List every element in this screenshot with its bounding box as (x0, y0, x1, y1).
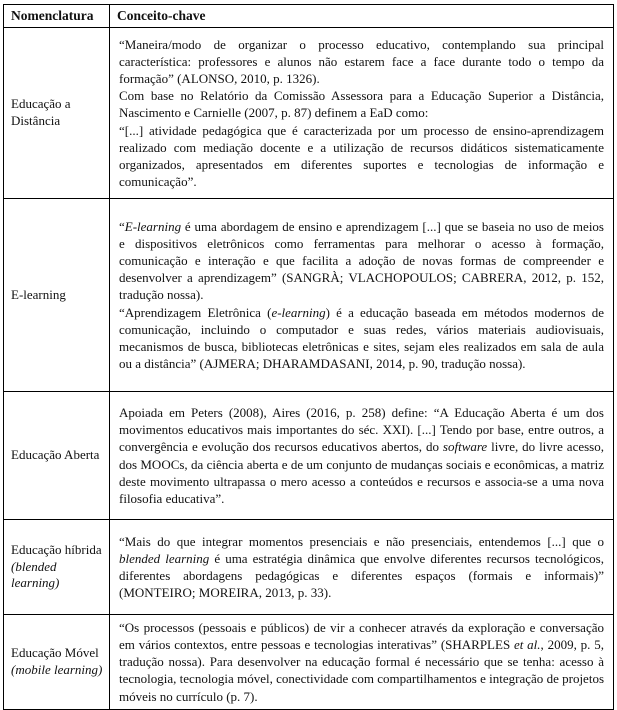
text-run: livre, do livre acesso, dos MOOCs, da ciência aberta e de um conjunto de mudanças sociais e econômicas, a matriz deste movimento ultrapassa o mero acesso a conteúdos e recursos e associa-se a uma nova filosofia educativa”. (119, 439, 604, 506)
text-run: “Mais do que integrar momentos presenciais e não presenciais, entendemos [...] que o (119, 533, 604, 549)
text-run: “Maneira/modo de organizar o processo educativo, contemplando sua principal característica: professores e alunos não estarem face a face durante todo o tempo da formação” (ALONSO, 2010, p. 1326). (119, 36, 604, 87)
italic-text-run: software (442, 439, 488, 455)
concept-paragraph (119, 218, 604, 304)
term-cell (4, 520, 110, 615)
italic-text-run: (blended learning) (11, 558, 60, 591)
header-nomenclatura: Nomenclatura (4, 5, 110, 28)
concept-paragraph (119, 87, 604, 121)
text-run: , 2009, p. 5, tradução nossa). Para desenvolver na educação formal é necessário que se tenha: acesso à tecnologia, tecnologia móvel, conectividade com compartilhamentos e integração de projetos móveis no currículo (p. 7). (119, 637, 604, 704)
concept-cell (110, 392, 614, 520)
table-row (4, 28, 614, 199)
text-run: ) é a educação baseada em métodos modernos de comunicação, incluindo o computador e suas redes, vários materiais audiovisuais, mecanismos de busca, bibliotecas eletrônicas e sites, sejam eles realizados em sala de aula ou a distância” (AJMERA; DHARAMDASANI, 2014, p. 90, tradução nossa). (119, 304, 604, 372)
table-row (4, 615, 614, 710)
concept-paragraph (119, 36, 604, 87)
table-row (4, 520, 614, 615)
table-row (4, 199, 614, 392)
text-run: Educação híbrida (11, 541, 102, 557)
concept-paragraph (119, 304, 604, 373)
text-run: E-learning (11, 286, 66, 302)
text-run: “Aprendizagem Eletrônica ( (119, 304, 272, 320)
concept-cell (110, 28, 614, 199)
concept-cell (110, 615, 614, 710)
italic-text-run: (mobile learning) (11, 661, 103, 677)
term-cell (4, 199, 110, 392)
italic-text-run: blended learning (119, 550, 210, 566)
text-run: “[...] atividade pedagógica que é caracterizada por um processo de ensino-aprendizagem realizado com mediação docente e a utilização de recursos didáticos sistematicamente organizados, apresentados em diferentes suportes e tecnologias de informação e comunicação”. (119, 122, 604, 190)
table-row (4, 392, 614, 520)
text-run: “ (119, 218, 125, 234)
terminology-table (3, 4, 614, 710)
header-conceito-chave: Conceito-chave (110, 5, 614, 28)
text-run: é uma abordagem de ensino e aprendizagem [...] que se baseia no uso de meios e dispositivos eletrônicos como ferramentas para melhorar o acesso à formação, comunicação e interação e que facilita a adoção de novas formas de compreender e desenvolver a aprendizagem” (SANGRÀ; VLACHOPOULOS; CABRERA, 2012, p. 152, tradução nossa). (119, 218, 604, 303)
concept-paragraph (119, 404, 604, 507)
concept-cell (110, 199, 614, 392)
concept-paragraph (119, 122, 604, 191)
text-run: Educação Móvel (11, 645, 99, 660)
italic-text-run: E-learning (124, 218, 182, 234)
text-run: “Os processos (pessoais e públicos) de vir a conhecer através da exploração e conversação em vários contextos, entre pessoas e tecnologias interativas” (SHARPLES (119, 620, 604, 653)
term-cell (4, 392, 110, 520)
concept-paragraph (119, 619, 604, 705)
text-run: Educação Aberta (11, 447, 100, 463)
italic-text-run: e-learning (271, 304, 326, 320)
italic-text-run: et al. (513, 637, 541, 653)
term-cell (4, 615, 110, 710)
text-run: é uma estratégia dinâmica que envolve diferentes recursos tecnológicos, diferentes abordagens pedagógicas e diferentes espaços (formais e informais)” (MONTEIRO; MOREIRA, 2013, p. 33). (119, 550, 604, 601)
concept-cell (110, 520, 614, 615)
concept-paragraph (119, 533, 604, 602)
text-run: Educação a Distância (11, 96, 71, 128)
text-run: Apoiada em Peters (2008), Aires (2016, p. 258) define: “A Educação Aberta é um dos movimentos educativos mais importantes do séc. XXI). [...] Tendo por base, entre outros, a convergência e evolução dos recursos educativos abertos, do (119, 405, 604, 455)
term-cell (4, 28, 110, 199)
text-run: Com base no Relatório da Comissão Assessora para a Educação Superior a Distância, Nascimento e Carnielle (2007, p. 87) definem a EaD como: (119, 88, 604, 121)
header-row (4, 5, 614, 28)
